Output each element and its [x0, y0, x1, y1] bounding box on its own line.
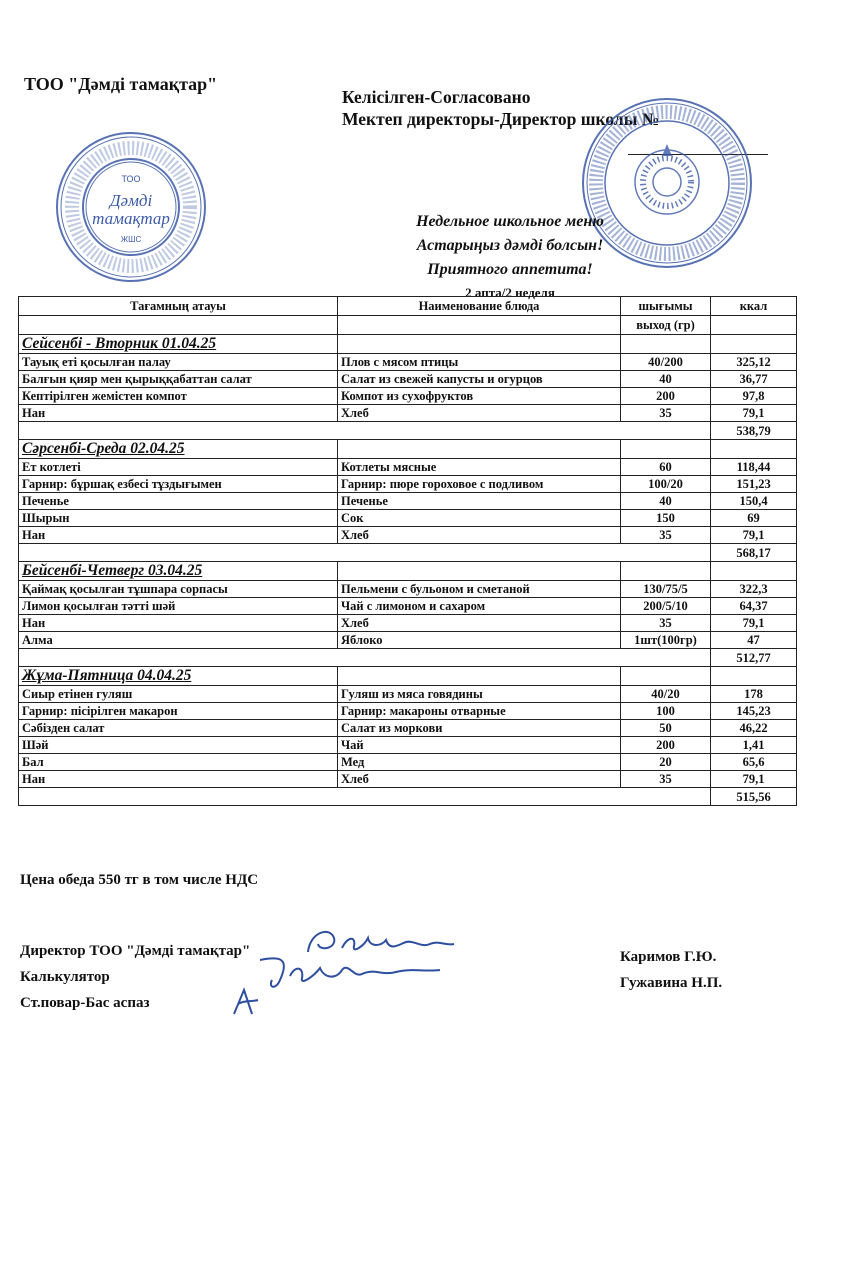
dish-yield: 35 [621, 405, 711, 422]
dish-name-kz: Сиыр етінен гуляш [19, 686, 338, 703]
table-row [19, 754, 797, 771]
calculator-signature [250, 950, 450, 996]
company-stamp [52, 128, 210, 286]
stamp-center-line-2: тамақтар [92, 209, 170, 228]
approval-line-1: Келісілген-Согласовано [342, 87, 531, 107]
dish-kcal: 36,77 [711, 371, 797, 388]
table-row [19, 720, 797, 737]
dish-name-ru: Салат из свежей капусты и огурцов [338, 371, 621, 388]
dish-name-kz: Шырын [19, 510, 338, 527]
day-title: Бейсенбі-Четверг 03.04.25 [22, 562, 203, 579]
table-row [19, 459, 797, 476]
dish-name-ru: Гарнир: пюре гороховое с подливом [338, 476, 621, 493]
dish-name-ru: Мед [338, 754, 621, 771]
title-line-3: Приятного аппетита! [427, 261, 593, 278]
day-total-row [19, 788, 797, 806]
dish-kcal: 69 [711, 510, 797, 527]
dish-kcal: 79,1 [711, 527, 797, 544]
dish-kcal: 1,41 [711, 737, 797, 754]
dish-kcal: 46,22 [711, 720, 797, 737]
day-title: Жұма-Пятница 04.04.25 [22, 667, 192, 684]
dish-name-kz: Бал [19, 754, 338, 771]
dish-name-ru: Салат из моркови [338, 720, 621, 737]
dish-name-ru: Гарнир: макароны отварные [338, 703, 621, 720]
chef-signature [228, 986, 264, 1020]
role-director: Директор ТОО "Дәмді тамақтар" [20, 943, 251, 959]
dish-name-ru: Гуляш из мяса говядины [338, 686, 621, 703]
dish-yield: 60 [621, 459, 711, 476]
table-row [19, 405, 797, 422]
dish-kcal: 65,6 [711, 754, 797, 771]
dish-name-ru: Чай [338, 737, 621, 754]
title-line-1: Недельное школьное меню [416, 213, 604, 230]
dish-yield: 100 [621, 703, 711, 720]
dish-name-kz: Тауық еті қосылған палау [19, 354, 338, 371]
dish-name-ru: Хлеб [338, 615, 621, 632]
header-kcal: ккал [711, 297, 797, 316]
day-header-row [19, 667, 797, 686]
dish-name-ru: Сок [338, 510, 621, 527]
name-director: Каримов Г.Ю. [620, 949, 717, 965]
table-row [19, 371, 797, 388]
dish-yield: 40/200 [621, 354, 711, 371]
menu-title [380, 210, 640, 282]
table-row [19, 493, 797, 510]
table-row [19, 737, 797, 754]
dish-name-ru: Чай с лимоном и сахаром [338, 598, 621, 615]
title-line-2: Астарыңыз дәмді болсын! [416, 237, 604, 254]
dish-yield: 200 [621, 737, 711, 754]
dish-name-ru: Яблоко [338, 632, 621, 649]
dish-name-kz: Сәбізден салат [19, 720, 338, 737]
dish-name-kz: Нан [19, 771, 338, 788]
table-row [19, 686, 797, 703]
approval-line-2: Мектеп директоры-Директор школы № [342, 109, 660, 129]
table-row [19, 527, 797, 544]
menu-table-body [19, 335, 797, 806]
dish-name-kz: Ет котлеті [19, 459, 338, 476]
table-row [19, 771, 797, 788]
dish-name-kz: Шәй [19, 737, 338, 754]
header-yield-kz: шығымы [621, 297, 711, 316]
table-row [19, 388, 797, 405]
lunch-price: Цена обеда 550 тг в том числе НДС [20, 872, 259, 888]
signature-roles [20, 938, 250, 1016]
day-total-kcal: 568,17 [711, 544, 797, 562]
menu-table [18, 296, 797, 806]
table-row [19, 476, 797, 493]
dish-yield: 35 [621, 527, 711, 544]
day-total-row [19, 544, 797, 562]
dish-yield: 130/75/5 [621, 581, 711, 598]
header-name-kz: Тағамның атауы [19, 297, 338, 316]
dish-kcal: 151,23 [711, 476, 797, 493]
dish-name-ru: Плов с мясом птицы [338, 354, 621, 371]
day-header-row [19, 440, 797, 459]
dish-kcal: 150,4 [711, 493, 797, 510]
table-row [19, 632, 797, 649]
day-total-kcal: 512,77 [711, 649, 797, 667]
day-title: Сәрсенбі-Среда 02.04.25 [22, 440, 185, 457]
dish-yield: 35 [621, 771, 711, 788]
dish-name-kz: Лимон қосылған тәтті шәй [19, 598, 338, 615]
role-chef: Ст.повар-Бас аспаз [20, 995, 150, 1011]
dish-yield: 40 [621, 371, 711, 388]
dish-name-ru: Хлеб [338, 771, 621, 788]
table-row [19, 615, 797, 632]
dish-name-kz: Печенье [19, 493, 338, 510]
dish-yield: 200 [621, 388, 711, 405]
dish-yield: 20 [621, 754, 711, 771]
dish-kcal: 145,23 [711, 703, 797, 720]
week-label: 2 апта/2 неделя [465, 285, 555, 300]
dish-name-kz: Гарнир: бұршақ езбесі тұздығымен [19, 476, 338, 493]
role-calculator: Калькулятор [20, 969, 110, 985]
dish-name-ru: Хлеб [338, 527, 621, 544]
header-name-ru: Наименование блюда [338, 297, 621, 316]
dish-kcal: 97,8 [711, 388, 797, 405]
dish-name-kz: Кептірілген жемістен компот [19, 388, 338, 405]
day-total-row [19, 649, 797, 667]
table-row [19, 354, 797, 371]
stamp-center-line-1: Дәмді [109, 191, 153, 210]
company-name: ТОО "Дәмді тамақтар" [24, 74, 218, 94]
dish-name-ru: Компот из сухофруктов [338, 388, 621, 405]
dish-name-ru: Котлеты мясные [338, 459, 621, 476]
dish-name-kz: Нан [19, 527, 338, 544]
dish-kcal: 79,1 [711, 615, 797, 632]
dish-name-kz: Гарнир: пісірілген макарон [19, 703, 338, 720]
dish-kcal: 79,1 [711, 405, 797, 422]
dish-yield: 1шт(100гр) [621, 632, 711, 649]
dish-name-ru: Хлеб [338, 405, 621, 422]
dish-yield: 150 [621, 510, 711, 527]
dish-yield: 35 [621, 615, 711, 632]
dish-yield: 100/20 [621, 476, 711, 493]
day-total-kcal: 515,56 [711, 788, 797, 806]
dish-yield: 50 [621, 720, 711, 737]
day-header-row [19, 335, 797, 354]
dish-yield: 200/5/10 [621, 598, 711, 615]
emblem-icon [635, 144, 699, 214]
dish-name-ru: Печенье [338, 493, 621, 510]
table-row [19, 703, 797, 720]
dish-name-kz: Балғын қияр мен қырыққабаттан салат [19, 371, 338, 388]
dish-yield: 40 [621, 493, 711, 510]
dish-kcal: 325,12 [711, 354, 797, 371]
stamp-top-text: ТОО [121, 174, 141, 184]
day-header-row [19, 562, 797, 581]
dish-kcal: 79,1 [711, 771, 797, 788]
header-yield-ru: выход (гр) [621, 316, 711, 335]
table-row [19, 581, 797, 598]
dish-kcal: 47 [711, 632, 797, 649]
day-total-kcal: 538,79 [711, 422, 797, 440]
dish-name-kz: Қаймақ қосылған тұшпара сорпасы [19, 581, 338, 598]
day-total-row [19, 422, 797, 440]
name-calculator: Гужавина Н.П. [620, 975, 723, 991]
dish-name-ru: Пельмени с бульоном и сметаной [338, 581, 621, 598]
dish-name-kz: Нан [19, 615, 338, 632]
dish-yield: 40/20 [621, 686, 711, 703]
table-row [19, 510, 797, 527]
stamp-bottom-text: ЖШС [120, 235, 142, 244]
dish-kcal: 64,37 [711, 598, 797, 615]
day-title: Сейсенбі - Вторник 01.04.25 [22, 335, 217, 352]
dish-name-kz: Алма [19, 632, 338, 649]
dish-kcal: 118,44 [711, 459, 797, 476]
signature-names [620, 944, 722, 996]
dish-name-kz: Нан [19, 405, 338, 422]
dish-kcal: 178 [711, 686, 797, 703]
table-row [19, 598, 797, 615]
dish-kcal: 322,3 [711, 581, 797, 598]
